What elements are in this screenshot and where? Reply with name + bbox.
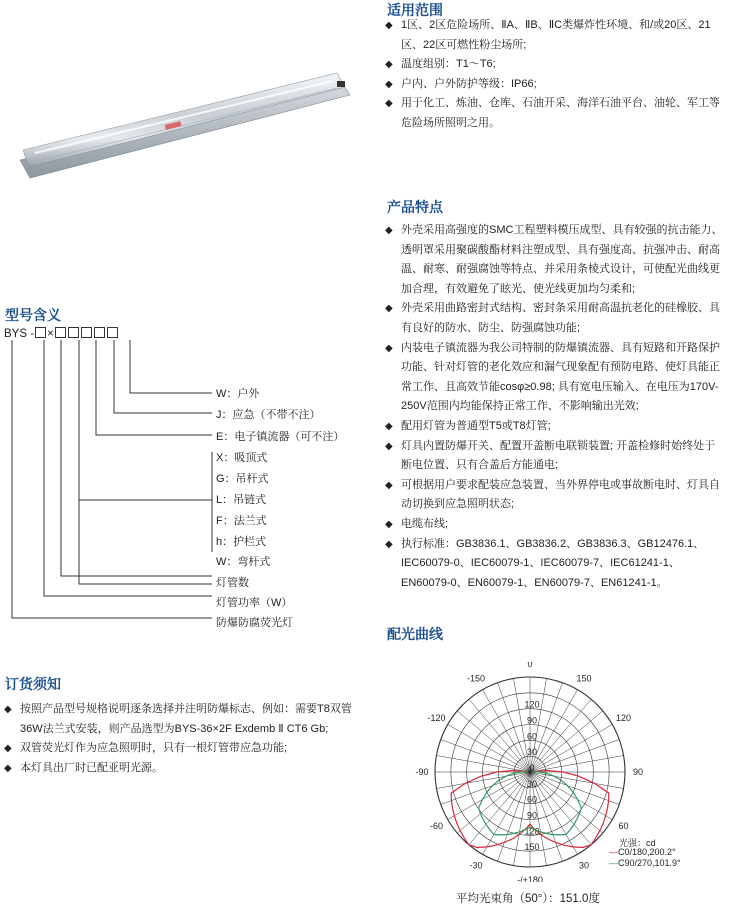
angle-label: 90 (632, 767, 644, 777)
list-item: ◆ 温度组别：T1～T6; (385, 55, 725, 75)
list-item: ◆ 按照产品型号规格说明逐条选择并注明防爆标志、例如：需要T8双管36W法兰式安装，则产品选型为BYS-36×2F Exdemb Ⅱ CT6 Gb; (4, 700, 359, 739)
list-item: ◆ 双管荧光灯作为应急照明时，只有一根灯管带应急功能; (4, 739, 359, 759)
model-label: L：吊链式 (216, 494, 267, 506)
code-box (68, 327, 79, 338)
legend-swatch-c90: — (609, 858, 618, 868)
list-item: ◆ 执行标准：GB3836.1、GB3836.2、GB3836.3、GB12476.1、IEC60079-0、IEC60079-1、IEC60079-7、IEC61241-1、EN60079-0、EN60079-1、EN60079-7、EN61241-1。 (385, 535, 725, 594)
features-list (385, 221, 725, 593)
code-box (35, 327, 46, 338)
angle-label: 150 (576, 673, 592, 684)
model-label: 灯管数 (216, 577, 249, 589)
diamond-bullet-icon: ◆ (385, 98, 393, 110)
applicable-list (385, 16, 725, 134)
model-label: 灯管功率（W） (216, 597, 293, 609)
code-box (94, 327, 105, 338)
list-item: ◆ 本灯具出厂时已配亚明光源。 (4, 759, 359, 779)
list-item: ◆ 1区、2区危险场所、ⅡA、ⅡB、ⅡC类爆炸性环境、和/或20区、21区、22区可燃性粉尘场所; (385, 16, 725, 55)
diamond-bullet-icon: ◆ (4, 704, 12, 715)
diamond-bullet-icon: ◆ (385, 479, 393, 491)
model-label: F：法兰式 (216, 515, 267, 527)
model-label: h：护栏式 (216, 536, 267, 548)
model-label: W：弯杆式 (216, 556, 271, 568)
applicable-title: 适用范围 (387, 2, 443, 18)
angle-label: 30 (578, 860, 590, 871)
list-item: ◆ 内装电子镇流器为我公司特制的防爆镇流器、具有短路和开路保护功能、针对灯管的老化效应和漏气现象配有预防电路、使灯具能正常工作、且高效节能cosφ≥0.98; 具有宽电压输入、在电压为170V-250V范围内均能保持正常工作、不影响输出光效; (385, 339, 725, 417)
model-label: G：吊杆式 (216, 473, 269, 485)
light-curve-title: 配光曲线 (387, 626, 443, 642)
diamond-bullet-icon: ◆ (4, 743, 12, 755)
angle-label: 0 (527, 662, 533, 669)
angle-label: -/+180 (517, 875, 543, 882)
diamond-bullet-icon: ◆ (385, 78, 393, 90)
diamond-bullet-icon: ◆ (385, 342, 393, 354)
list-item: ◆ 灯具内置防爆开关、配置开盖断电联锁装置; 开盖检修时始终处于断电位置、只有合盖后方能通电; (385, 437, 725, 476)
legend-title: 光强：cd (619, 838, 656, 848)
angle-label: 120 (616, 713, 632, 723)
times-sign: × (47, 328, 54, 340)
code-box (81, 327, 92, 338)
angle-label: -90 (415, 767, 429, 777)
product-photo (15, 55, 360, 215)
radial-label: 30 (526, 778, 538, 789)
model-label: J：应急（不带不注） (216, 409, 321, 421)
diamond-bullet-icon: ◆ (385, 440, 393, 452)
list-item: ◆ 户内、户外防护等级：IP66; (385, 75, 725, 95)
model-label: X：吸顶式 (216, 452, 268, 464)
list-item: ◆ 配用灯管为普通型T5或T8灯管; (385, 417, 725, 437)
angle-label: 60 (618, 821, 629, 831)
model-code (4, 327, 119, 340)
list-item: ◆ 可根据用户要求配装应急装置、当外界停电或事故断电时、灯具自动切换到应急照明状态; (385, 476, 725, 515)
radial-label: 90 (526, 715, 538, 726)
list-item: ◆ 外壳采用曲路密封式结构、密封条采用耐高温抗老化的硅橡胶、具有良好的防水、防尘、防强腐蚀功能; (385, 299, 725, 338)
legend-c0: —C0/180,200.2° (609, 847, 676, 857)
polar-light-distribution (405, 662, 725, 882)
angle-label: -150 (466, 673, 486, 684)
angle-label: -120 (427, 713, 446, 723)
list-item: ◆ 用于化工、炼油、仓库、石油开采、海洋石油平台、油轮、军工等危险场所照明之用。 (385, 94, 725, 133)
radial-label: 120 (524, 826, 540, 837)
list-item: ◆ 外壳采用高强度的SMC工程塑料模压成型、具有较强的抗击能力、透明罩采用聚碳酸酯材料注塑成型、具有强度高、抗强冲击、耐高温、耐寒、耐强腐蚀等特点、并采用条棱式设计，可使配光曲线更加合理，有效避免了眩光、使光线更加均匀柔和; (385, 221, 725, 299)
order-list (4, 700, 359, 778)
model-tree-lines (0, 340, 230, 630)
diamond-bullet-icon: ◆ (385, 20, 393, 31)
model-label: E：电子镇流器（可不注） (216, 431, 345, 443)
legend-swatch-c0: — (609, 847, 618, 857)
radial-label: 90 (526, 810, 538, 821)
list-item: ◆ 电缆布线; (385, 515, 725, 535)
model-label: 防爆防腐荧光灯 (216, 617, 293, 629)
code-box (55, 327, 66, 338)
diamond-bullet-icon: ◆ (385, 420, 393, 432)
radial-label: 120 (524, 699, 540, 710)
angle-label: -60 (429, 821, 443, 831)
features-title: 产品特点 (387, 199, 443, 215)
diamond-bullet-icon: ◆ (385, 303, 393, 315)
code-box (107, 327, 118, 338)
diamond-bullet-icon: ◆ (385, 225, 393, 236)
order-title: 订货须知 (5, 676, 61, 692)
radial-label: 30 (526, 747, 538, 758)
diamond-bullet-icon: ◆ (4, 762, 12, 774)
legend-c90: —C90/270,101.9° (609, 858, 681, 868)
average-beam-angle: 平均光束角（50°）：151.0度 (456, 893, 600, 905)
radial-label: 0 (529, 763, 535, 773)
angle-label: -30 (469, 860, 483, 871)
diamond-bullet-icon: ◆ (385, 538, 393, 550)
diamond-bullet-icon: ◆ (385, 59, 393, 71)
radial-label: 60 (526, 731, 538, 742)
model-label: W：户外 (216, 388, 260, 400)
diamond-bullet-icon: ◆ (385, 518, 393, 530)
radial-label: 60 (526, 794, 538, 805)
radial-label: 150 (524, 842, 540, 853)
model-prefix: BYS - (4, 328, 35, 340)
model-title: 型号含义 (5, 307, 61, 323)
